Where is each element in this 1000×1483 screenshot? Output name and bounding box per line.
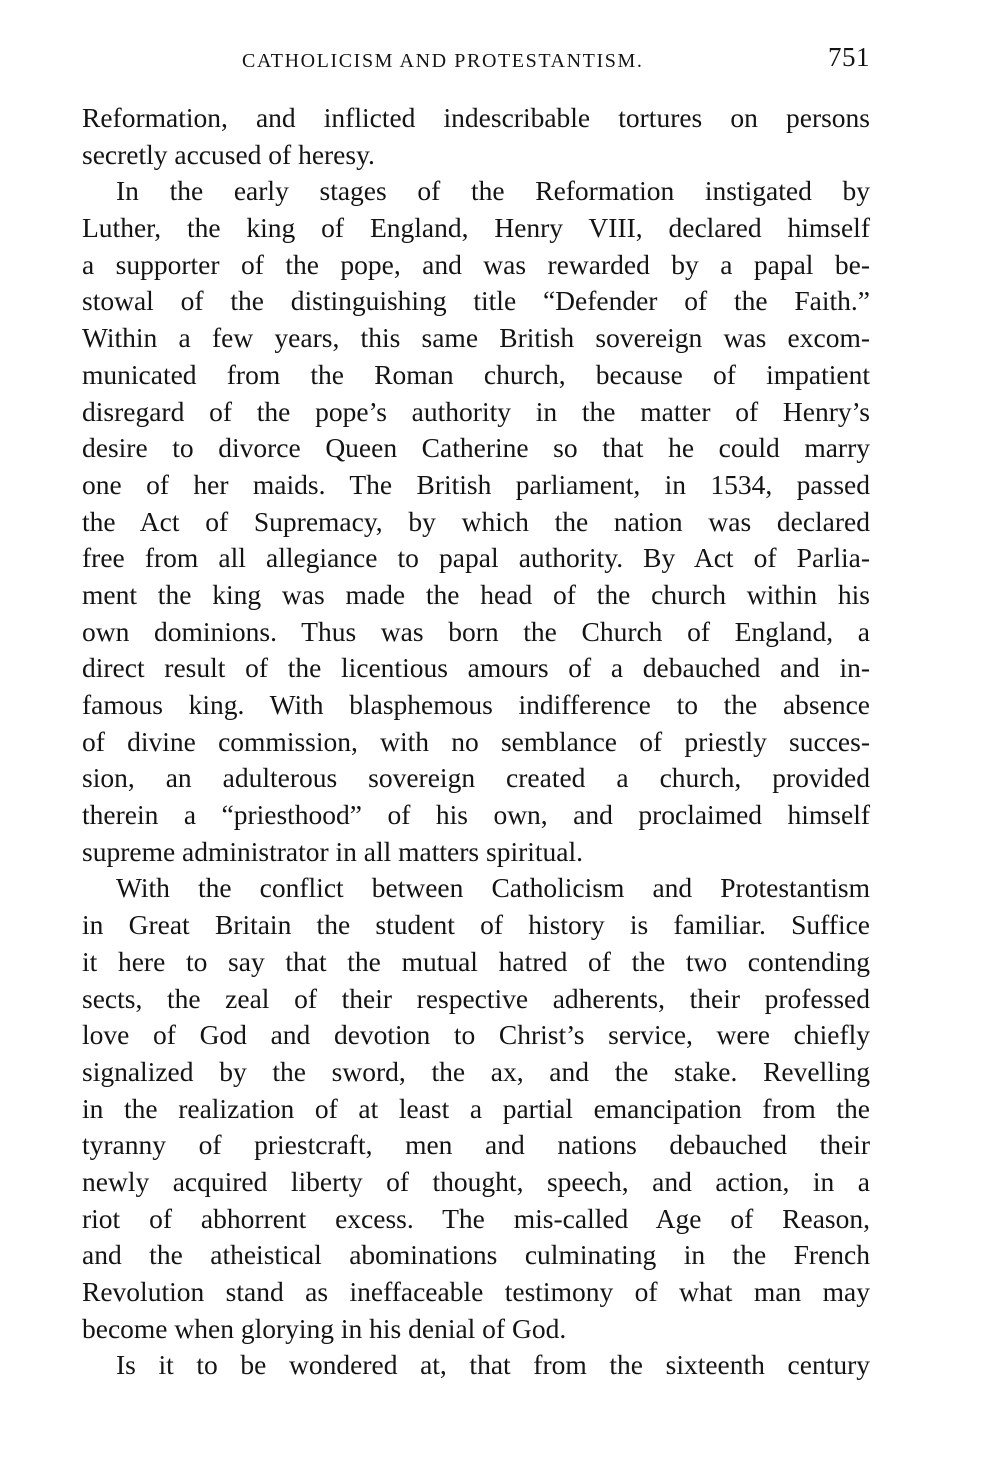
text-line: desire to divorce Queen Catherine so that he could marry bbox=[82, 432, 870, 464]
text-line: signalized by the sword, the ax, and the stake. Revelling bbox=[82, 1055, 870, 1087]
running-head bbox=[82, 42, 870, 82]
text-line: Luther, the king of England, Henry VIII, declared himself bbox=[82, 212, 870, 244]
text-line: and the atheistical abominations culminating in the French bbox=[82, 1239, 870, 1271]
text-line: Revolution stand as ineffaceable testimony of what man may bbox=[82, 1276, 870, 1307]
text-line: in the realization of at least a partial emancipation from the bbox=[82, 1092, 870, 1124]
text-line: sects, the zeal of their respective adherents, their professed bbox=[82, 982, 870, 1014]
text-line: disregard of the pope’s authority in the matter of Henry’s bbox=[82, 395, 870, 427]
text-line: in Great Britain the student of history is familiar. Suffice bbox=[82, 909, 870, 941]
text-line: free from all allegiance to papal authority. By Act of Parlia- bbox=[82, 542, 870, 574]
text-line: secretly accused of heresy. bbox=[82, 138, 375, 170]
body-text bbox=[82, 100, 870, 1384]
text-line: With the conflict between Catholicism and Protestantism bbox=[116, 872, 870, 904]
text-line: of divine commission, with no semblance of priestly succes- bbox=[82, 725, 870, 757]
text-line: it here to say that the mutual hatred of the two contending bbox=[82, 945, 870, 977]
text-line: a supporter of the pope, and was rewarded by a papal be- bbox=[82, 248, 870, 280]
text-line: In the early stages of the Reformation instigated by bbox=[116, 175, 870, 207]
text-line: become when glorying in his denial of God. bbox=[82, 1312, 567, 1344]
text-line: therein a “priesthood” of his own, and proclaimed himself bbox=[82, 799, 870, 831]
text-line: Reformation, and inflicted indescribable tortures on persons bbox=[82, 102, 870, 133]
text-line: one of her maids. The British parliament, in 1534, passed bbox=[82, 468, 870, 500]
text-line: direct result of the licentious amours of a debauched and in- bbox=[82, 652, 870, 684]
text-line: tyranny of priestcraft, men and nations debauched their bbox=[82, 1129, 870, 1161]
text-line: stowal of the distinguishing title “Defender of the Faith.” bbox=[82, 285, 870, 317]
text-line: supreme administrator in all matters spiritual. bbox=[82, 835, 583, 867]
text-line: municated from the Roman church, because of impatient bbox=[82, 358, 870, 390]
text-line: riot of abhorrent excess. The mis-called Age of Reason, bbox=[82, 1202, 870, 1234]
text-line: sion, an adulterous sovereign created a church, provided bbox=[82, 762, 870, 794]
text-line: own dominions. Thus was born the Church of England, a bbox=[82, 615, 870, 647]
text-line: ment the king was made the head of the church within his bbox=[82, 578, 870, 610]
text-line: Within a few years, this same British sovereign was excom- bbox=[82, 322, 870, 354]
text-line: Is it to be wondered at, that from the sixteenth century bbox=[116, 1349, 870, 1381]
page-number: 751 bbox=[828, 42, 870, 72]
text-line: famous king. With blasphemous indifference to the absence bbox=[82, 689, 870, 720]
text-line: love of God and devotion to Christ’s service, were chiefly bbox=[82, 1019, 870, 1051]
running-title: CATHOLICISM AND PROTESTANTISM. bbox=[242, 50, 644, 72]
text-line: newly acquired liberty of thought, speech, and action, in a bbox=[82, 1165, 870, 1197]
text-line: the Act of Supremacy, by which the nation was declared bbox=[82, 505, 870, 537]
